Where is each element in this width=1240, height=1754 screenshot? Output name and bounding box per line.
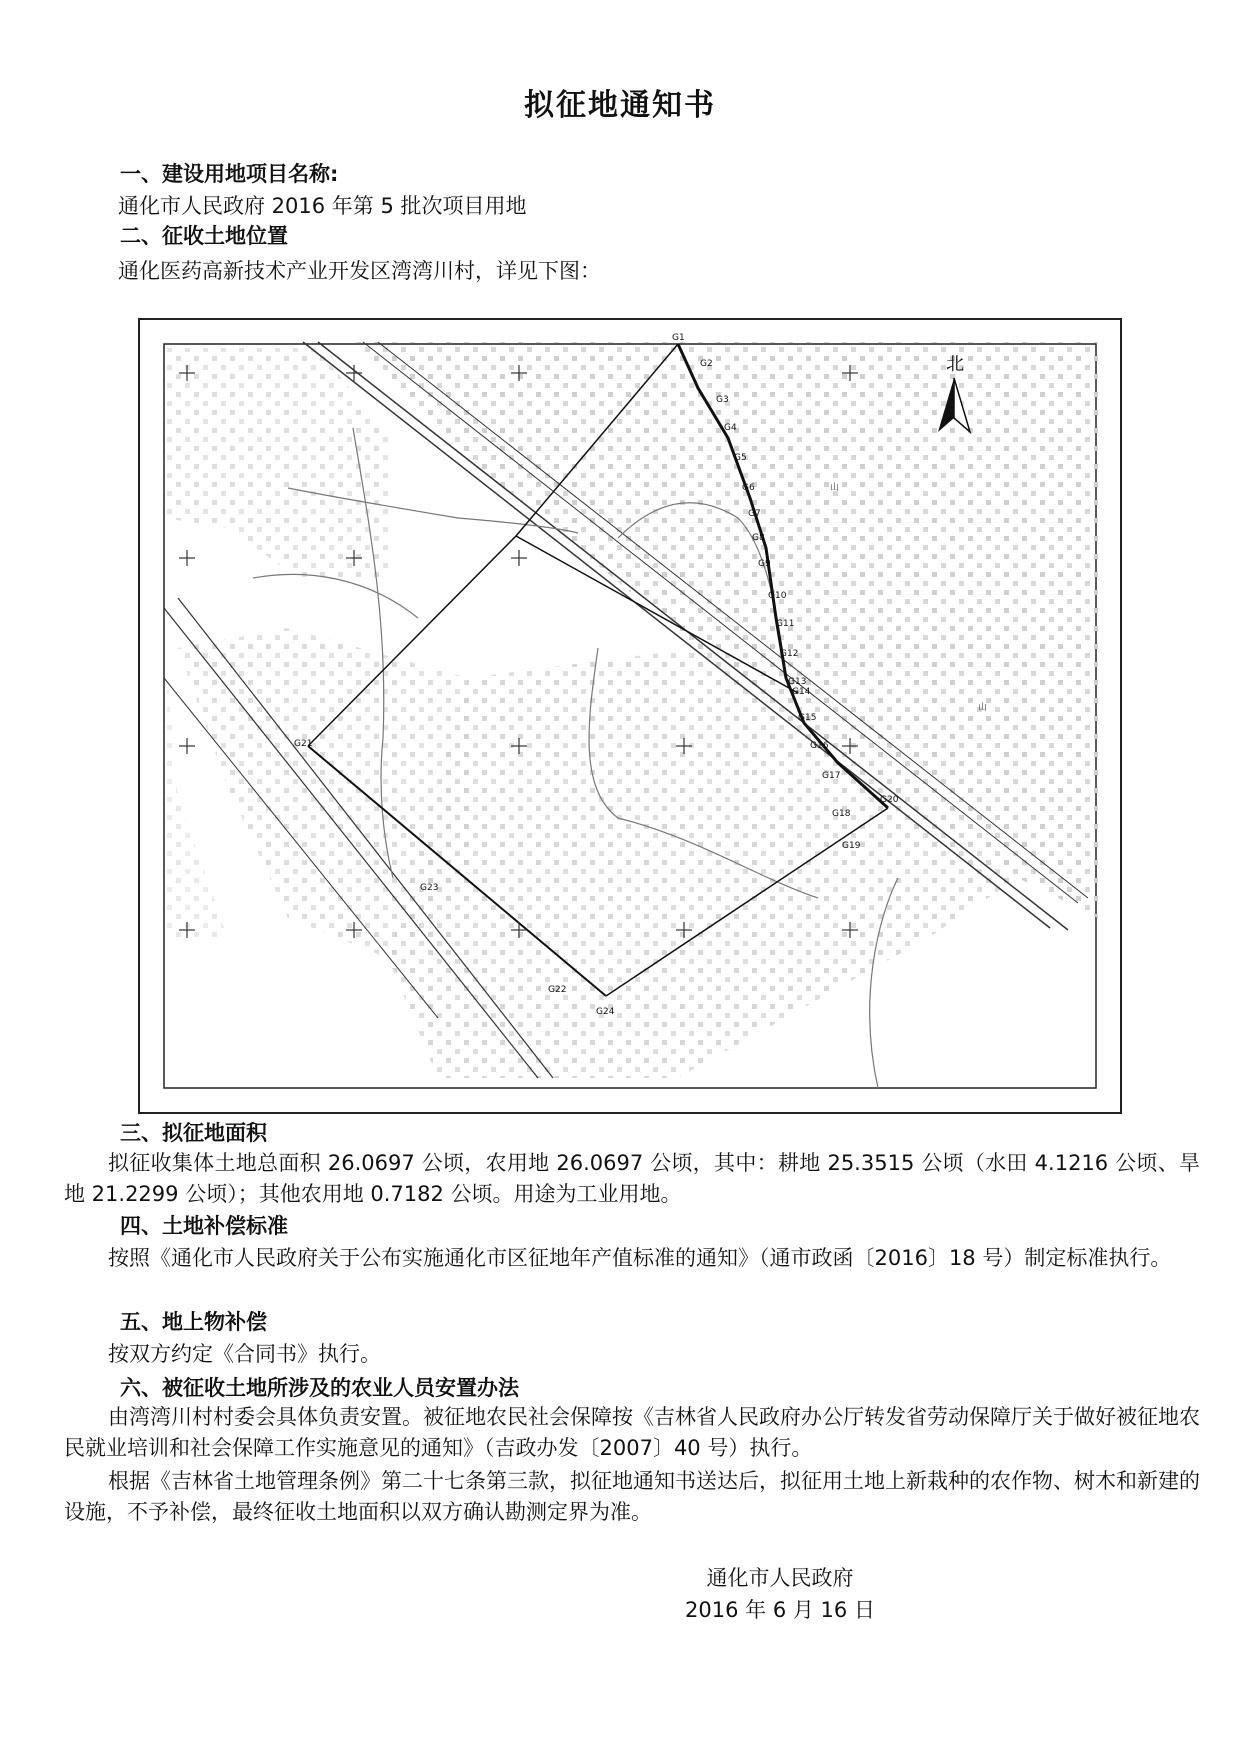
boundary-point-label: G15 — [798, 713, 817, 723]
mountain-label: 山 — [978, 703, 988, 713]
boundary-point-label: G17 — [822, 771, 841, 781]
boundary-point-label: G19 — [842, 841, 861, 851]
boundary-point-label: G13 — [788, 677, 807, 687]
boundary-point-label: G20 — [880, 795, 899, 805]
boundary-point-label: G22 — [548, 985, 567, 995]
boundary-point-label: G9 — [758, 559, 771, 569]
section1-heading: 一、建设用地项目名称: — [120, 162, 339, 186]
section6-text: 由湾湾川村村委会具体负责安置。被征地农民社会保障按《吉林省人民政府办公厅转发省劳动保障厅关于做好被征地农民就业培训和社会保障工作实施意见的通知》（吉政办发〔2007〕40 号）执行。 — [64, 1405, 1200, 1460]
boundary-point-label: G2 — [700, 359, 713, 369]
boundary-point-label: G6 — [742, 483, 755, 493]
boundary-point-label: G11 — [776, 619, 795, 629]
section4-heading: 四、土地补偿标准 — [120, 1214, 288, 1238]
boundary-point-label: G16 — [810, 741, 829, 751]
section3-text: 拟征收集体土地总面积 26.0697 公顷，农用地 26.0697 公顷，其中：耕地 25.3515 公顷（水田 4.1216 公顷、旱地 21.2299 公顷）；其他农用地 0.7182 公顷。用途为工业用地。 — [64, 1151, 1200, 1206]
north-label: 北 — [946, 354, 964, 375]
boundary-point-label: G14 — [792, 687, 811, 697]
signature-org: 通化市人民政府 — [706, 1566, 854, 1590]
mountain-label: 山 — [830, 483, 840, 493]
boundary-point-label: G3 — [716, 395, 729, 405]
section2-text: 通化医药高新技术产业开发区湾湾川村，详见下图： — [118, 259, 601, 283]
boundary-point-label: G24 — [596, 1007, 615, 1017]
section2-heading: 二、征收土地位置 — [120, 224, 288, 248]
section1-text: 通化市人民政府 2016 年第 5 批次项目用地 — [118, 194, 527, 218]
boundary-point-label: G8 — [752, 533, 765, 543]
closing-paragraph: 根据《吉林省土地管理条例》第二十七条第三款，拟征地通知书送达后，拟征用土地上新栽种的农作物、树木和新建的设施，不予补偿，最终征收土地面积以双方确认勘测定界为准。 — [64, 1469, 1200, 1524]
section4-text: 按照《通化市人民政府关于公布实施通化市区征地年产值标准的通知》（通市政函〔2016〕18 号）制定标准执行。 — [108, 1246, 1172, 1270]
boundary-point-label: G4 — [724, 423, 737, 433]
section5-text: 按双方约定《合同书》执行。 — [108, 1342, 381, 1366]
land-location-map — [138, 318, 1122, 1114]
boundary-point-label: G5 — [734, 453, 747, 463]
boundary-point-label: G7 — [748, 509, 761, 519]
boundary-point-label: G18 — [832, 809, 851, 819]
section3-heading: 三、拟征地面积 — [120, 1121, 267, 1145]
section5-heading: 五、地上物补偿 — [120, 1310, 267, 1334]
boundary-point-label: G21 — [294, 739, 313, 749]
boundary-point-label: G23 — [420, 883, 439, 893]
document-title: 拟征地通知书 — [524, 88, 716, 123]
signature-date: 2016 年 6 月 16 日 — [685, 1598, 875, 1622]
section6-heading: 六、被征收土地所涉及的农业人员安置办法 — [120, 1376, 519, 1400]
boundary-point-label: G12 — [780, 649, 799, 659]
boundary-point-label: G1 — [672, 333, 685, 343]
boundary-point-label: G10 — [768, 591, 787, 601]
